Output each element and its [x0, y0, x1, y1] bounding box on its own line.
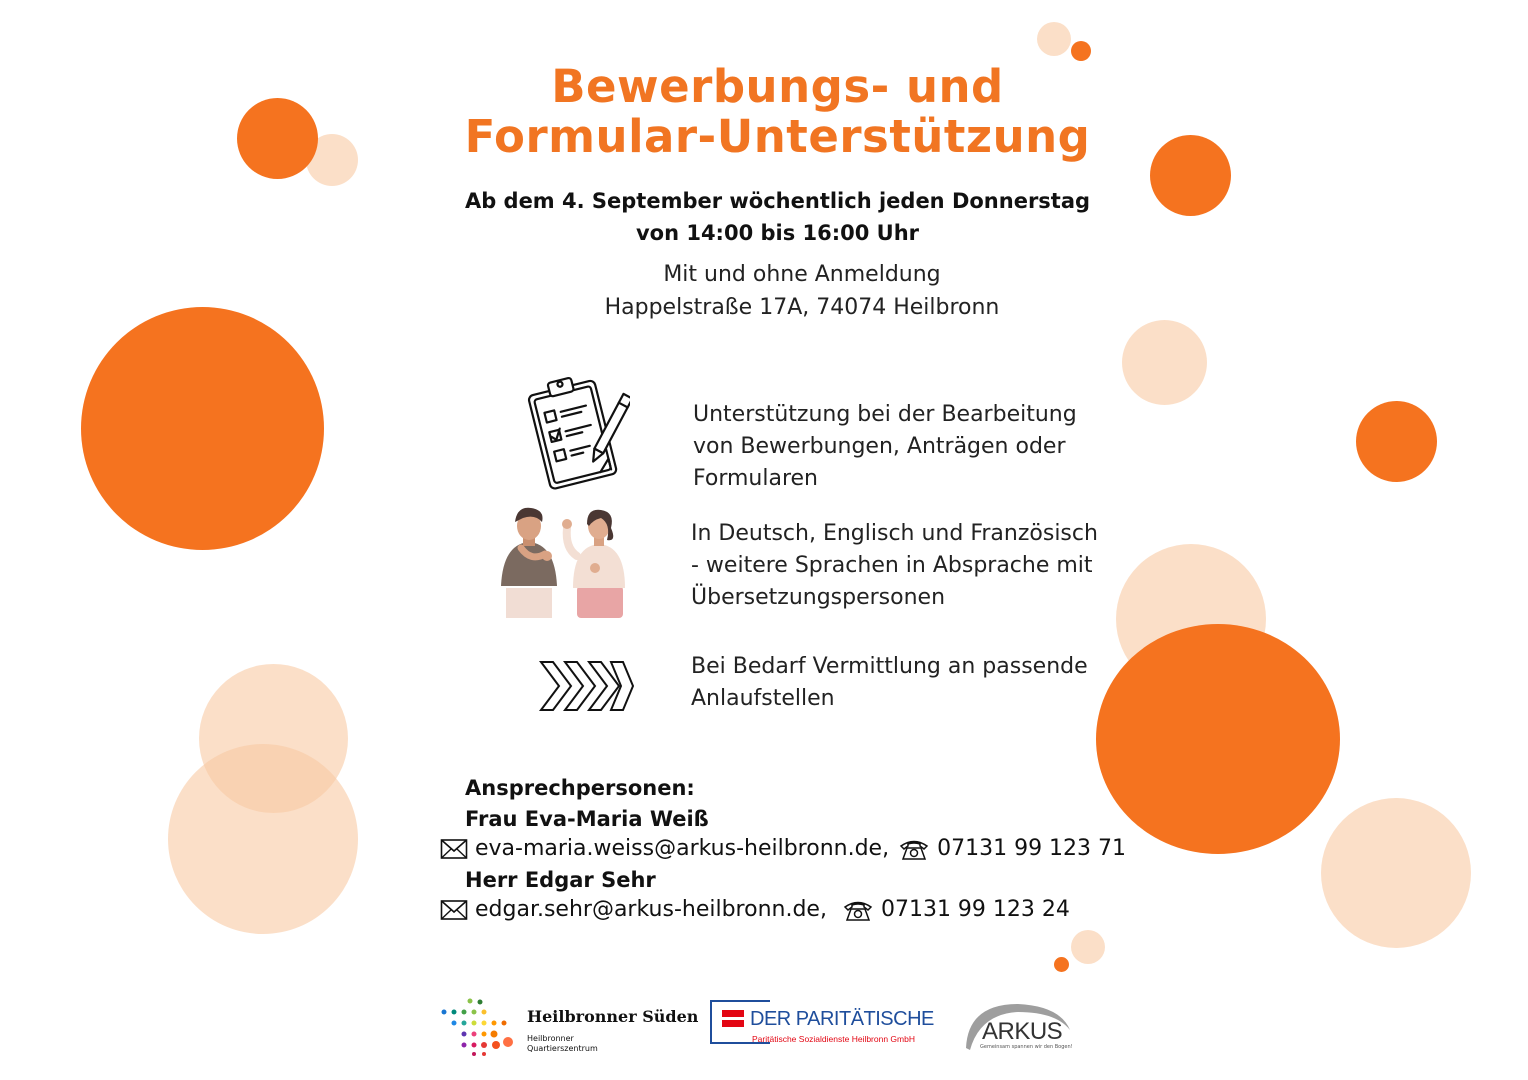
- schedule-line-1: Ab dem 4. September wöchentlich jeden Donnerstag: [464, 189, 1091, 213]
- arkus-logo-tagline: Gemeinsam spannen wir den Bogen!: [980, 1044, 1073, 1050]
- feature-text-line: Bei Bedarf Vermittlung an passende: [691, 654, 1088, 679]
- contact-phone[interactable]: 07131 99 123 24: [880, 897, 1070, 922]
- contact-row: [440, 897, 1070, 922]
- title-line-2: Formular-Unterstützung: [464, 110, 1091, 163]
- contact-row: [440, 836, 1126, 861]
- deco-circle: [81, 307, 324, 550]
- deco-circle: [1122, 320, 1207, 405]
- deco-circle: [1071, 41, 1091, 61]
- registration-note: Mit und ohne Anmeldung: [663, 262, 941, 287]
- paritaetische-logo-name: DER PARITÄTISCHE: [750, 1008, 934, 1030]
- heilbronner-logo-sub: Heilbronner: [527, 1034, 574, 1043]
- event-info: [0, 258, 1528, 324]
- address: Happelstraße 17A, 74074 Heilbronn: [604, 295, 1000, 320]
- two-people-talking-icon: [497, 502, 632, 620]
- feature-text-line: Übersetzungspersonen: [691, 585, 946, 610]
- contact-email-link[interactable]: edgar.sehr@arkus-heilbronn.de,: [475, 897, 827, 922]
- contact-phone[interactable]: 07131 99 123 71: [937, 836, 1127, 861]
- feature-referral: [691, 651, 1088, 715]
- deco-circle: [1356, 401, 1437, 482]
- paritaetische-logo-sub: Paritätische Sozialdienste Heilbronn GmbH: [752, 1034, 915, 1044]
- deco-circle: [1071, 930, 1105, 964]
- envelope-icon: [440, 838, 468, 860]
- deco-circle: [168, 744, 358, 934]
- schedule-line-2: von 14:00 bis 16:00 Uhr: [635, 221, 920, 245]
- heilbronner-logo-name: Heilbronner Süden: [527, 1007, 699, 1026]
- feature-text-line: In Deutsch, Englisch und Französisch: [691, 521, 1098, 546]
- feature-text-line: Anlaufstellen: [691, 686, 835, 711]
- telephone-icon: [898, 837, 930, 861]
- feature-support: [693, 399, 1077, 495]
- arkus-logo-name: ARKUS: [982, 1018, 1063, 1045]
- feature-text-line: - weitere Sprachen in Absprache mit: [691, 553, 1093, 578]
- clipboard-checklist-icon: [520, 372, 630, 492]
- contacts-heading: Ansprechpersonen:: [465, 776, 695, 800]
- deco-circle: [1054, 957, 1069, 972]
- title-line-1: Bewerbungs- und: [551, 60, 1004, 113]
- feature-text-line: von Bewerbungen, Anträgen oder: [693, 434, 1066, 459]
- feature-text-line: Unterstützung bei der Bearbeitung: [693, 402, 1077, 427]
- contact-name: Herr Edgar Sehr: [465, 868, 656, 892]
- paritaetische-flag-icon: [722, 1010, 744, 1028]
- deco-circle: [1321, 798, 1471, 948]
- chevrons-right-icon: [538, 660, 638, 712]
- schedule: [0, 185, 1528, 249]
- contact-name: Frau Eva-Maria Weiß: [465, 807, 709, 831]
- telephone-icon: [842, 898, 874, 922]
- deco-circle: [1037, 22, 1071, 56]
- heilbronner-logo-sub: Quartierszentrum: [527, 1044, 598, 1053]
- flyer-title: [0, 62, 1528, 162]
- feature-languages: [691, 518, 1098, 614]
- envelope-icon: [440, 899, 468, 921]
- contact-email-link[interactable]: eva-maria.weiss@arkus-heilbronn.de,: [475, 836, 890, 861]
- feature-text-line: Formularen: [693, 466, 818, 491]
- heilbronner-dots-logo: [440, 996, 518, 1056]
- deco-circle: [1096, 624, 1340, 854]
- partner-logos: [0, 994, 1528, 1064]
